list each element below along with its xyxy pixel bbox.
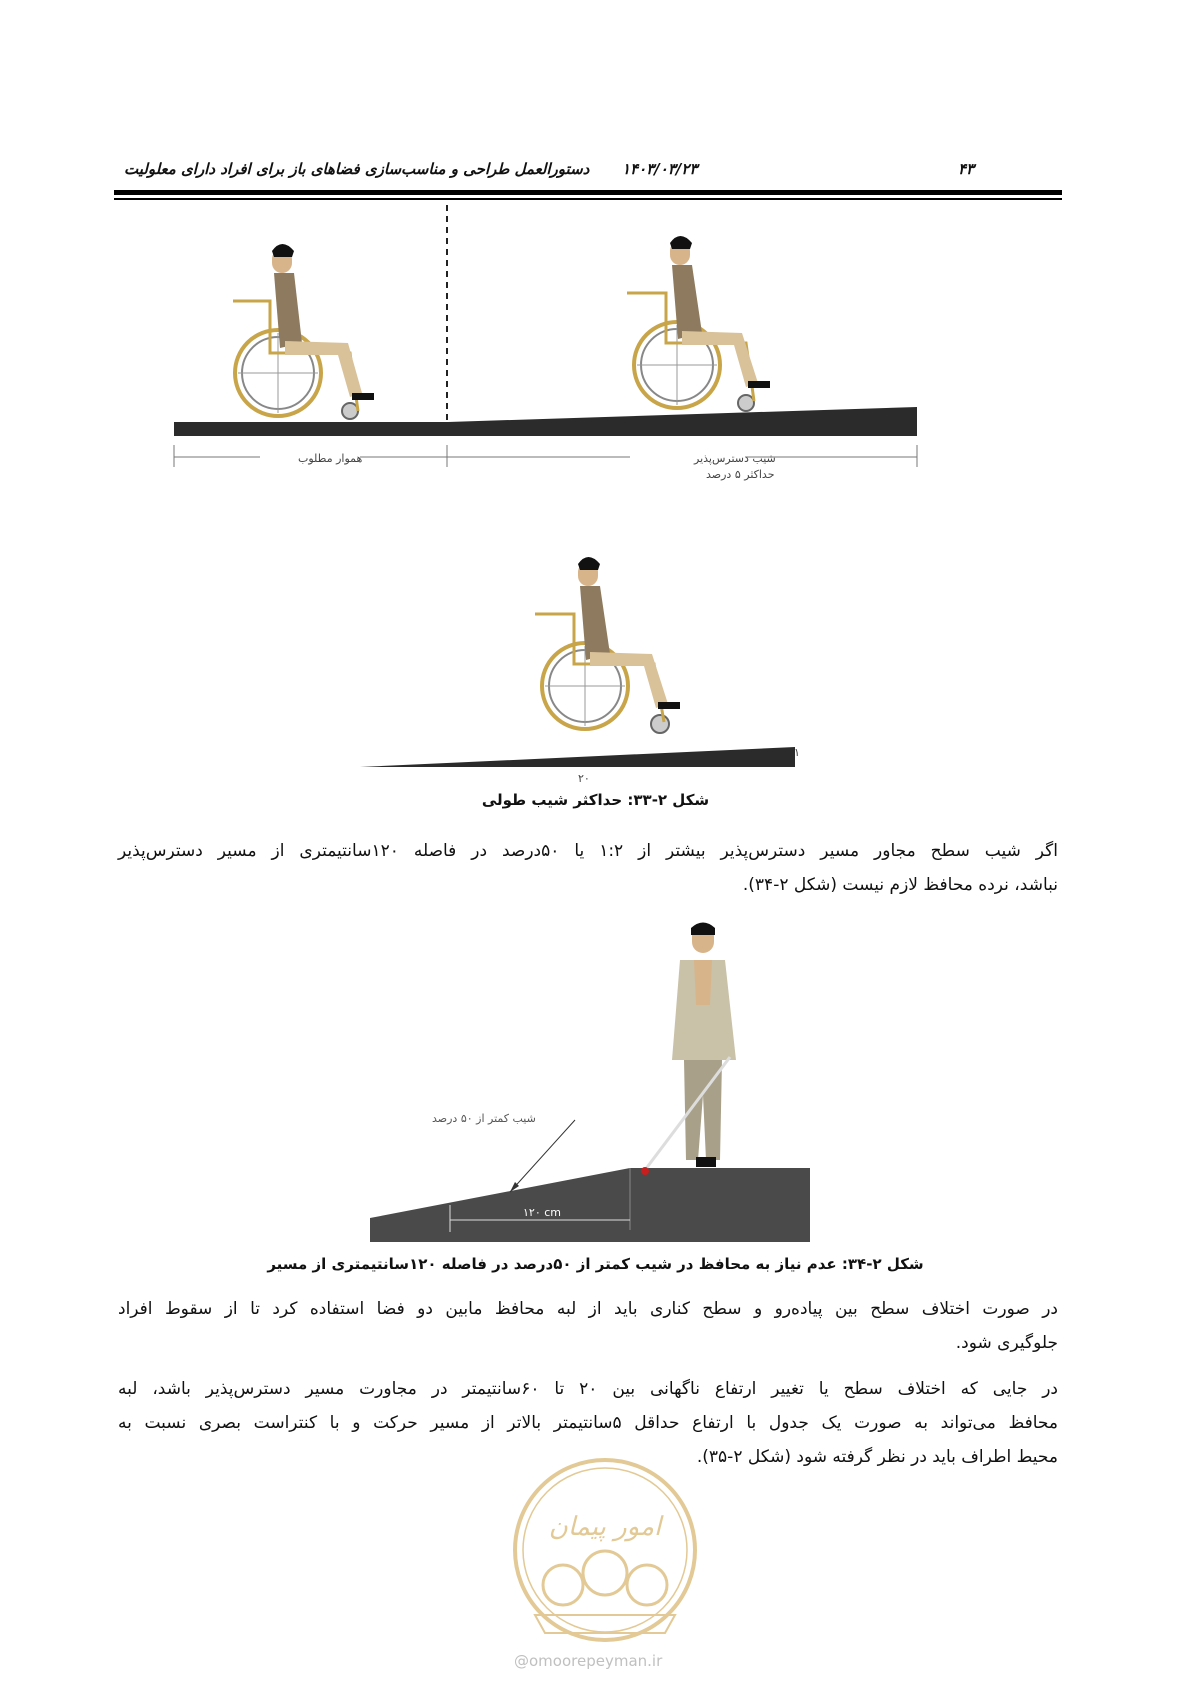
paragraph-1	[118, 834, 1058, 902]
figure-34	[365, 920, 815, 1250]
ramp-block	[370, 1168, 810, 1242]
label-slope-less-50: شیب کمتر از ۵۰ درصد	[432, 1112, 536, 1125]
slope-ground	[448, 407, 917, 436]
wheelchair-user-right	[627, 236, 770, 411]
ratio-run: ۲۰	[578, 772, 590, 785]
paragraph-3-line-2: محافظ می‌تواند به صورت یک جدول با ارتفاع حداقل ۵سانتیمتر بالاتر از مسیر حرکت و با کنتراست بصری نسبت به	[118, 1413, 1058, 1433]
gears-icon	[543, 1551, 667, 1605]
paragraph-3-line-1: در جایی که اختلاف سطح یا تغییر ارتفاع ناگهانی بین ۲۰ تا ۶۰سانتیمتر در مجاورت مسیر دسترس‌پذیر باشد، لبه	[118, 1379, 1058, 1399]
wheelchair-user-left	[233, 244, 374, 419]
label-slope-line1: شیب دسترس‌پذیر	[694, 452, 776, 465]
figure-33-bottom	[355, 550, 815, 780]
ramp-1-20	[360, 747, 795, 767]
header-title: دستورالعمل طراحی و مناسب‌سازی فضاهای باز برای افراد دارای معلولیت	[124, 160, 590, 178]
paragraph-2	[118, 1292, 1058, 1360]
figure-33-caption: شکل ۲-۳۳: حداکثر شیب طولی	[481, 791, 710, 809]
paragraph-1-line-1: اگر شیب سطح مجاور مسیر دسترس‌پذیر بیشتر از ۱:۲ یا ۵۰درصد در فاصله ۱۲۰سانتیمتری از مسیر دسترس‌پذیر	[118, 841, 1058, 861]
figure-33-top	[160, 205, 940, 495]
label-slope-line2: حداکثر ۵ درصد	[706, 468, 775, 481]
paragraph-3-line-3: محیط اطراف باید در نظر گرفته شود (شکل ۲-۳۵).	[696, 1447, 1058, 1467]
paragraph-1-line-2: نباشد، نرده محافظ لازم نیست (شکل ۲-۳۴).	[742, 875, 1058, 895]
level-ground	[174, 422, 448, 436]
page-number: ۴۳	[958, 160, 975, 178]
paragraph-2-line-1: در صورت اختلاف سطح بین پیاده‌رو و سطح کناری باید از لبه محافظ مابین دو فضا استفاده کرد تا از سقوط افراد	[118, 1299, 1058, 1319]
watermark-logo	[505, 1455, 705, 1650]
person-with-cane	[641, 923, 736, 1176]
paragraph-2-line-2: جلوگیری شود.	[955, 1333, 1058, 1353]
wheelchair-user-center	[535, 557, 680, 733]
ratio-rise: ۱	[794, 746, 800, 759]
label-level: هموار مطلوب	[298, 452, 363, 465]
header-date: ۱۴۰۳/۰۳/۲۳	[622, 160, 698, 178]
watermark-site: @omoorepeyman.ir	[514, 1652, 663, 1670]
header-rule-thin	[114, 198, 1062, 200]
figure-34-caption: شکل ۲-۳۴: عدم نیاز به محافظ در شیب کمتر از ۵۰درصد در فاصله ۱۲۰سانتیمتری از مسیر	[267, 1255, 924, 1273]
header-rule-thick	[114, 190, 1062, 195]
label-120cm: ۱۲۰ cm	[523, 1206, 561, 1219]
watermark-logo-text: امور پیمان	[548, 1512, 662, 1542]
